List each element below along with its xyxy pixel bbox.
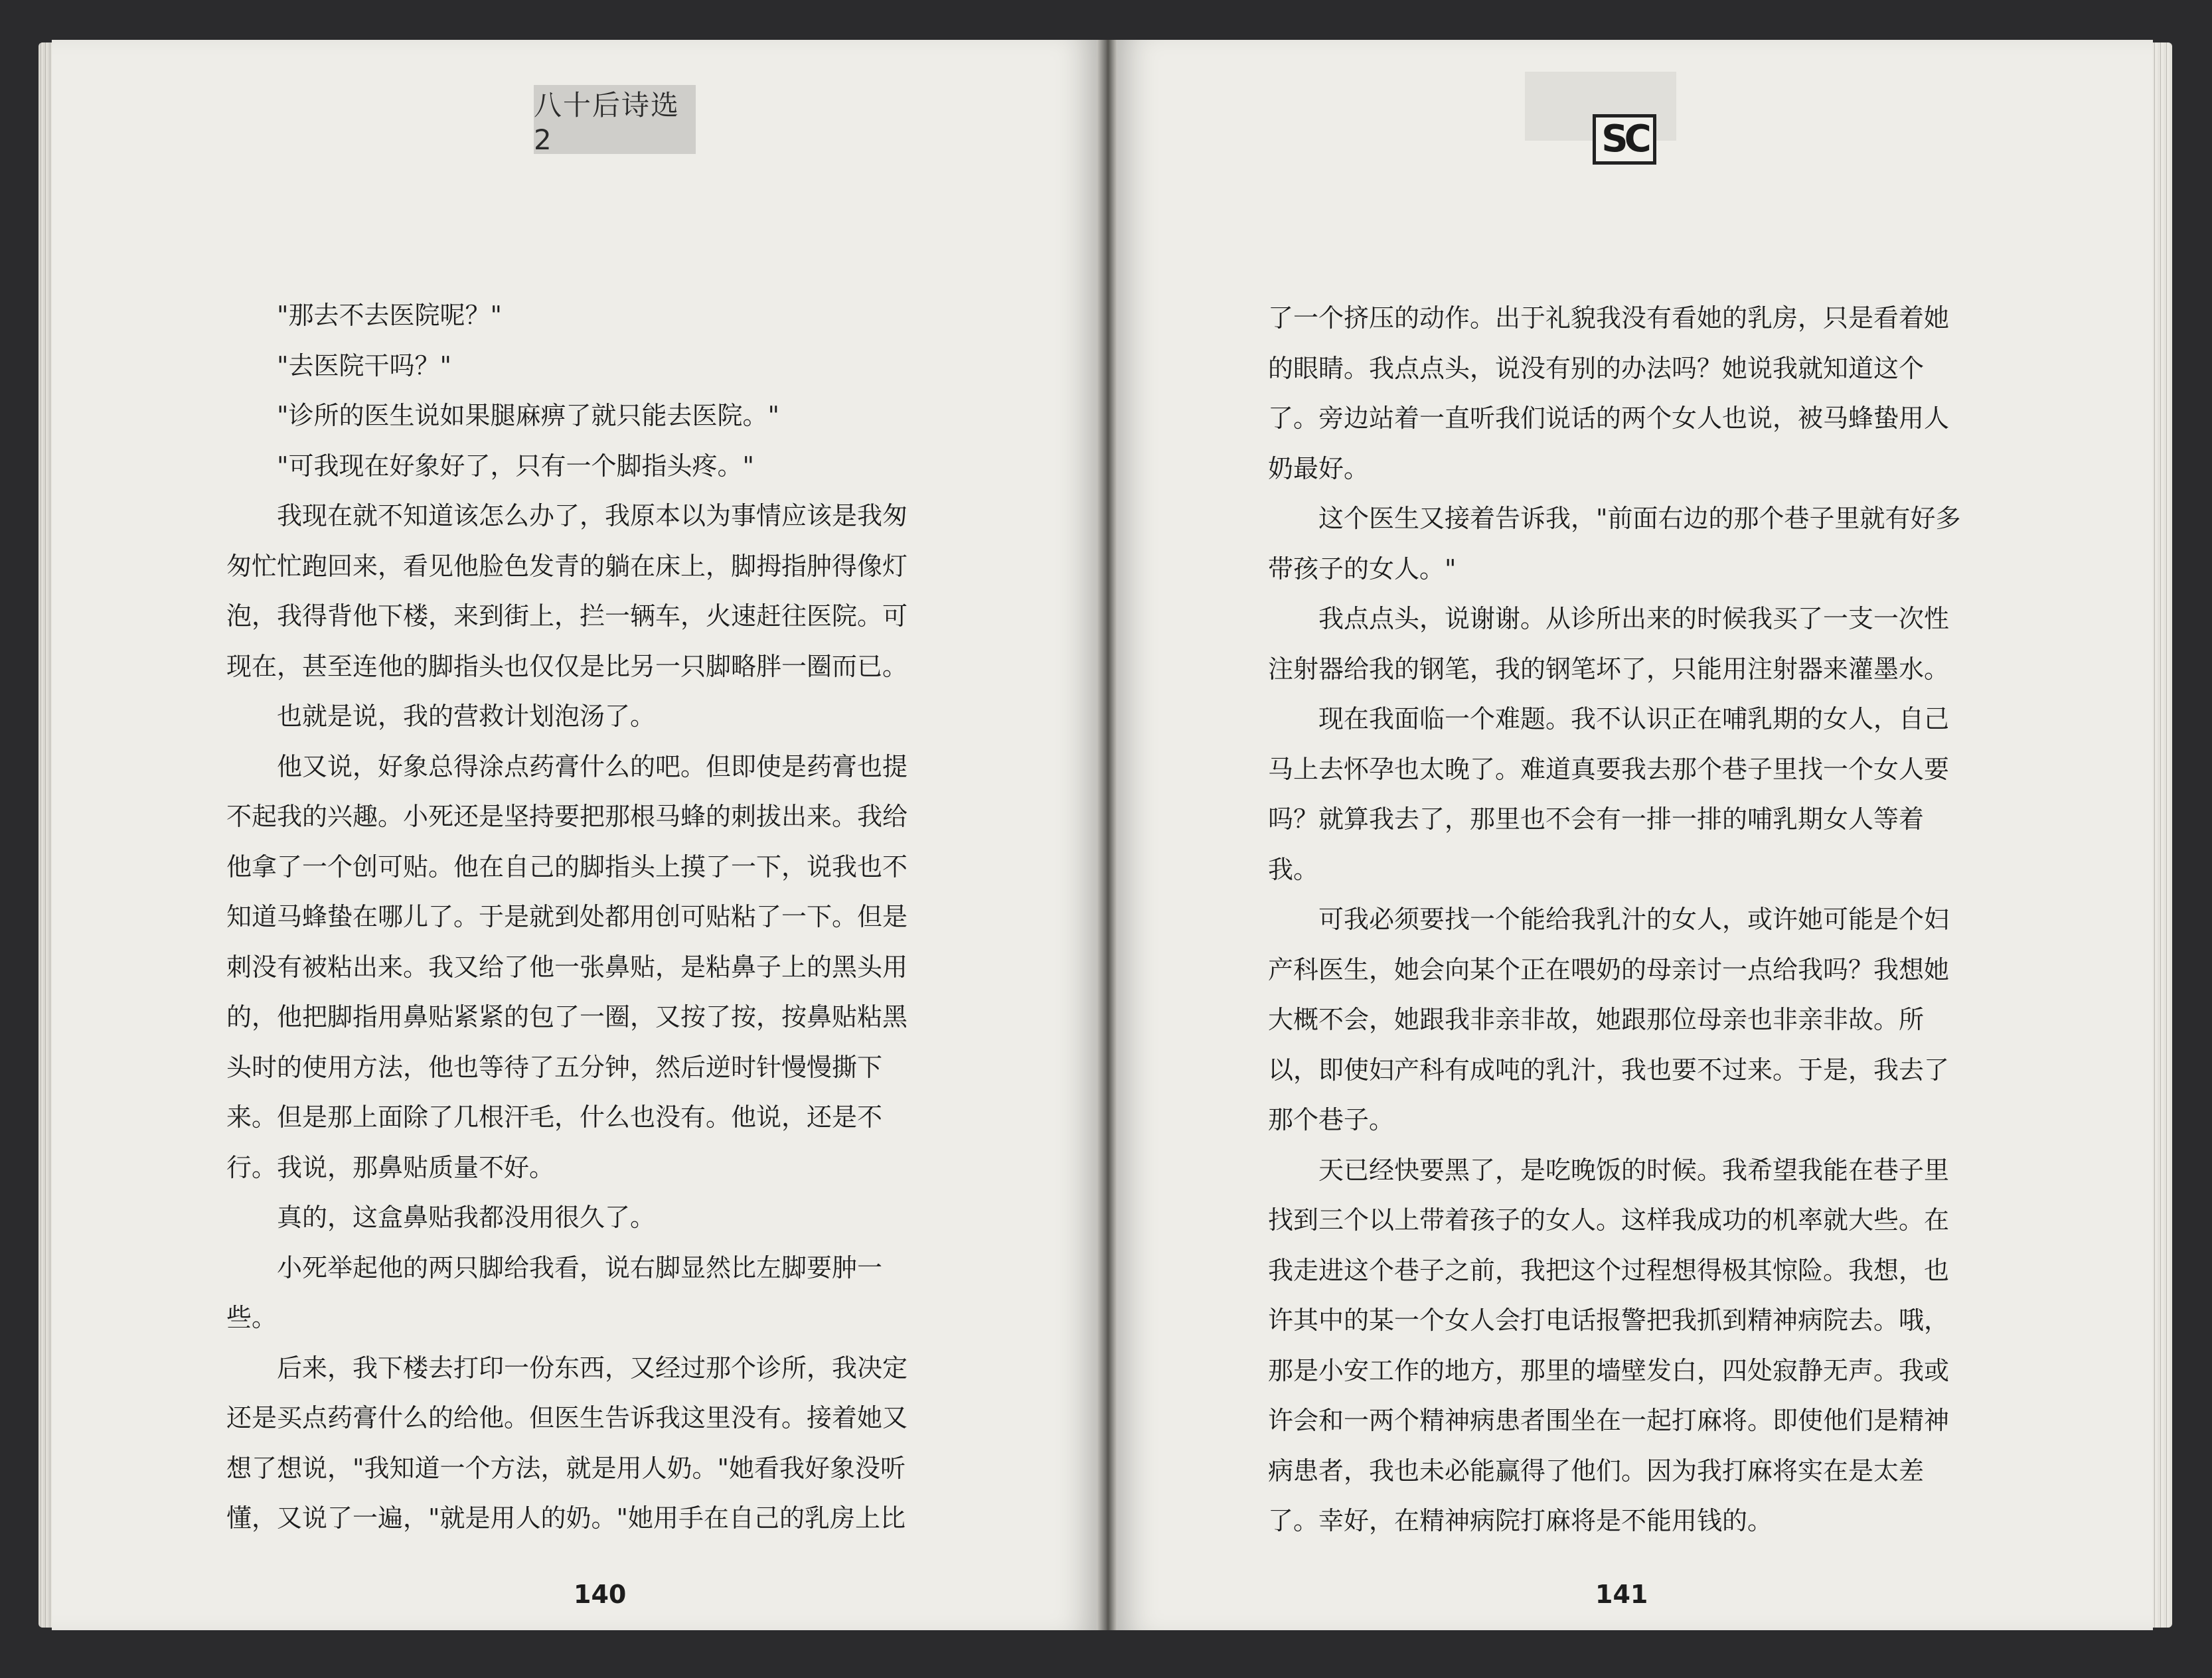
text-line: 我。 [1268,854,1319,884]
text-line: 天已经快要黑了，是吃晚饭的时候。我希望我能在巷子里 [1318,1155,1950,1185]
text-line: 还是买点药膏什么的给他。但医生告诉我这里没有。接着她又 [226,1403,908,1432]
text-line: 这个医生又接着告诉我，"前面右边的那个巷子里就有好多 [1318,504,1961,533]
text-line: "那去不去医院呢？" [277,301,502,330]
text-line: 注射器给我的钢笔，我的钢笔坏了，只能用注射器来灌墨水。 [1268,654,1950,684]
text-line: 懂，又说了一遍，"就是用人的奶。"她用手在自己的乳房上比 [226,1503,906,1533]
page-number-left: 140 [574,1580,627,1609]
text-line: 泡，我得背他下楼，来到街上，拦一辆车，火速赶往医院。可 [226,601,908,631]
left-page-body [226,291,1016,1544]
text-line: 现在，甚至连他的脚指头也仅仅是比另一只脚略胖一圈而已。 [226,651,908,681]
header-title: 八十后诗选2 [534,88,680,156]
text-line: 他拿了一个创可贴。他在自己的脚指头上摸了一下，说我也不 [226,852,908,881]
text-line: 知道马蜂蛰在哪儿了。于是就到处都用创可贴粘了一下。但是 [226,902,908,931]
text-line: "去医院干吗？" [277,350,451,380]
text-line: 许会和一两个精神病患者围坐在一起打麻将。即使他们是精神 [1268,1406,1950,1435]
text-line: 不起我的兴趣。小死还是坚持要把那根马蜂的刺拔出来。我给 [226,802,908,831]
text-line: 后来，我下楼去打印一份东西，又经过那个诊所，我决定 [277,1353,908,1383]
text-line: 头时的使用方法，他也等待了五分钟，然后逆时针慢慢撕下 [226,1052,883,1082]
sc-logo-icon: SC [1593,114,1656,165]
text-line: 了一个挤压的动作。出于礼貌我没有看她的乳房，只是看着她 [1268,303,1950,333]
text-line: 刺没有被粘出来。我又给了他一张鼻贴，是粘鼻子上的黑头用 [226,952,908,982]
text-line: 小死举起他的两只脚给我看，说右脚显然比左脚要肿一 [277,1253,883,1282]
text-line: 想了想说，"我知道一个方法，就是用人奶。"她看我好象没听 [226,1453,906,1483]
text-line: 病患者，我也未必能赢得了他们。因为我打麻将实在是太差 [1268,1456,1925,1486]
text-line: 行。我说，那鼻贴质量不好。 [226,1152,555,1182]
text-line: 奶最好。 [1268,453,1370,483]
text-line: 的，他把脚指用鼻贴紧紧的包了一圈，又按了按，按鼻贴粘黑 [226,1002,908,1031]
text-line: 我点点头，说谢谢。从诊所出来的时候我买了一支一次性 [1318,604,1950,633]
text-line: 找到三个以上带着孩子的女人。这样我成功的机率就大些。在 [1268,1205,1950,1235]
right-page-body [1268,293,2012,1547]
book-gutter [1097,40,1117,1630]
text-line: 大概不会，她跟我非亲非故，她跟那位母亲也非亲非故。所 [1268,1005,1925,1034]
text-line: "诊所的医生说如果腿麻痹了就只能去医院。" [277,401,779,430]
text-line: "可我现在好象好了，只有一个脚指头疼。" [277,451,754,481]
text-line: 真的，这盒鼻贴我都没用很久了。 [277,1203,656,1232]
text-line: 吗？就算我去了，那里也不会有一排一排的哺乳期女人等着 [1268,804,1925,834]
text-line: 些。 [226,1303,277,1332]
right-page [1117,40,2153,1630]
text-line: 以，即使妇产科有成吨的乳汁，我也要不过来。于是，我去了 [1268,1055,1950,1085]
text-line: 产科医生，她会向某个正在喂奶的母亲讨一点给我吗？我想她 [1268,954,1950,984]
text-line: 了。旁边站着一直听我们说话的两个女人也说，被马蜂蛰用人 [1268,404,1950,433]
text-line: 了。幸好，在精神病院打麻将是不能用钱的。 [1268,1506,1773,1535]
text-line: 匆忙忙跑回来，看见他脸色发青的躺在床上，脚拇指肿得像灯 [226,551,908,581]
text-line: 带孩子的女人。" [1268,554,1457,583]
text-line: 也就是说，我的营救计划泡汤了。 [277,702,656,731]
text-line: 马上去怀孕也太晚了。难道真要我去那个巷子里找一个女人要 [1268,754,1950,784]
text-line: 许其中的某一个女人会打电话报警把我抓到精神病院去。哦， [1268,1306,1950,1335]
text-line: 那是小安工作的地方，那里的墙壁发白，四处寂静无声。我或 [1268,1355,1950,1385]
running-header [534,85,696,154]
text-line: 来。但是那上面除了几根汗毛，什么也没有。他说，还是不 [226,1103,883,1132]
page-number-right: 141 [1595,1580,1648,1609]
text-line: 我走进这个巷子之前，我把这个过程想得极其惊险。我想，也 [1268,1255,1950,1285]
text-line: 我现在就不知道该怎么办了，我原本以为事情应该是我匆 [277,501,908,530]
text-line: 现在我面临一个难题。我不认识正在哺乳期的女人，自己 [1318,704,1950,733]
left-page [52,40,1097,1630]
text-line: 的眼睛。我点点头，说没有别的办法吗？她说我就知道这个 [1268,353,1925,383]
text-line: 可我必须要找一个能给我乳汁的女人，或许她可能是个妇 [1318,905,1950,934]
text-line: 那个巷子。 [1268,1105,1395,1134]
text-line: 他又说，好象总得涂点药膏什么的吧。但即使是药膏也提 [277,751,908,781]
